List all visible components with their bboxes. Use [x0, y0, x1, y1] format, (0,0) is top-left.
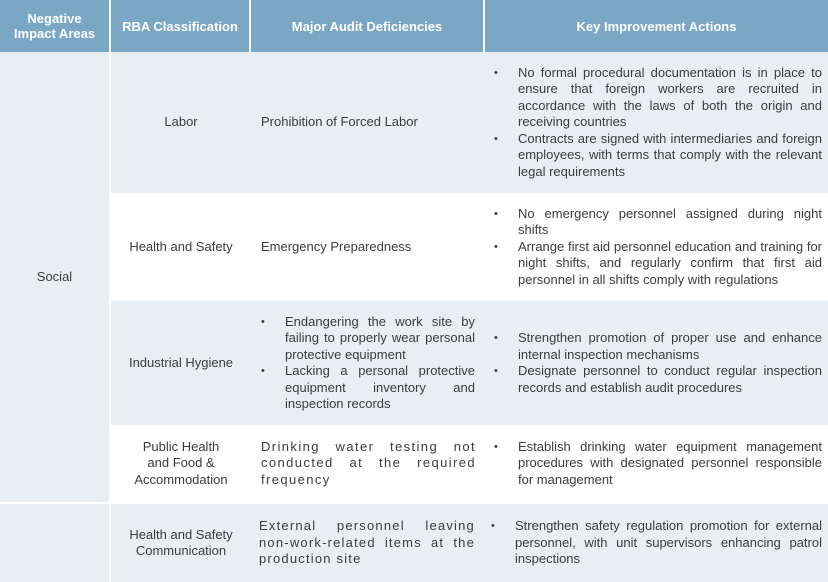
- header-rba-classification: [111, 0, 251, 52]
- action-item: • Designate personnel to conduct regular inspection records and establish audit procedures: [492, 363, 822, 396]
- action-item: • Arrange first aid personnel education and training for night shifts, and regularly confirm that first aid personnel in all shifts comply with regulations: [492, 239, 822, 289]
- header-impact-areas-label: Negative Impact Areas: [13, 11, 96, 41]
- header-actions: [485, 0, 828, 52]
- deficiency-list: [259, 314, 475, 413]
- actions-list: [492, 330, 822, 396]
- deficiency-item: • Endangering the work site by failing to properly wear personal protective equipment: [259, 314, 475, 364]
- deficiency-item: • Lacking a personal protective equipment inventory and inspection records: [259, 363, 475, 413]
- actions-list: [492, 206, 822, 289]
- table-row-deficiency: [251, 193, 485, 301]
- action-item: • No emergency personnel assigned during night shifts: [492, 206, 822, 239]
- table-row-rba: [111, 425, 251, 502]
- table-row-rba: [111, 504, 251, 582]
- impact-area-label: Social: [36, 268, 73, 284]
- action-item: • Establish drinking water equipment management procedures with designated personnel responsible for management: [492, 439, 822, 489]
- table-row-deficiency: [251, 504, 485, 582]
- rba-label: Labor: [164, 114, 198, 130]
- deficiency-text: Emergency Preparedness: [261, 238, 412, 254]
- action-item: • Strengthen promotion of proper use and enhance internal inspection mechanisms: [492, 330, 822, 363]
- table-row-actions: [485, 193, 828, 301]
- action-item: • Strengthen safety regulation promotion for external personnel, with unit supervisors enhancing patrol inspections: [489, 518, 822, 568]
- action-item: • Contracts are signed with intermediaries and foreign employees, with terms that comply with the relevant legal requirements: [492, 131, 822, 181]
- header-deficiencies-label: Major Audit Deficiencies: [291, 18, 443, 34]
- header-actions-label: Key Improvement Actions: [576, 18, 737, 34]
- table-row-rba: [111, 52, 251, 193]
- table-row-actions: [485, 301, 828, 425]
- table-row-rba: [111, 193, 251, 301]
- actions-list: [492, 439, 822, 489]
- header-deficiencies: [251, 0, 485, 52]
- deficiency-text: Prohibition of Forced Labor: [261, 114, 418, 130]
- deficiency-text: External personnel leaving non-work-related items at the production site: [259, 518, 475, 567]
- table-row-actions: [485, 504, 828, 582]
- action-item: • No formal procedural documentation is in place to ensure that foreign workers are recruited in accordance with the laws of both the origin and receiving countries: [492, 65, 822, 131]
- rba-label: Public Health and Food & Accommodation: [134, 438, 228, 487]
- impact-area-social: [0, 52, 111, 502]
- table-row-rba: [111, 301, 251, 425]
- rba-label: Health and Safety Communication: [129, 526, 233, 558]
- rba-label: Health and Safety: [129, 238, 233, 254]
- table-row-actions: [485, 425, 828, 502]
- rba-label: Industrial Hygiene: [128, 354, 234, 370]
- header-rba-label: RBA Classification: [122, 18, 238, 34]
- table-row-deficiency: [251, 301, 485, 425]
- table-row-deficiency: [251, 52, 485, 193]
- impact-area-empty: [0, 504, 111, 582]
- table-row-deficiency: [251, 425, 485, 502]
- actions-list: [492, 65, 822, 181]
- actions-list: [489, 518, 822, 568]
- header-impact-areas: [0, 0, 111, 52]
- deficiency-text: Drinking water testing not conducted at the required frequency: [261, 438, 476, 487]
- table-row-actions: [485, 52, 828, 193]
